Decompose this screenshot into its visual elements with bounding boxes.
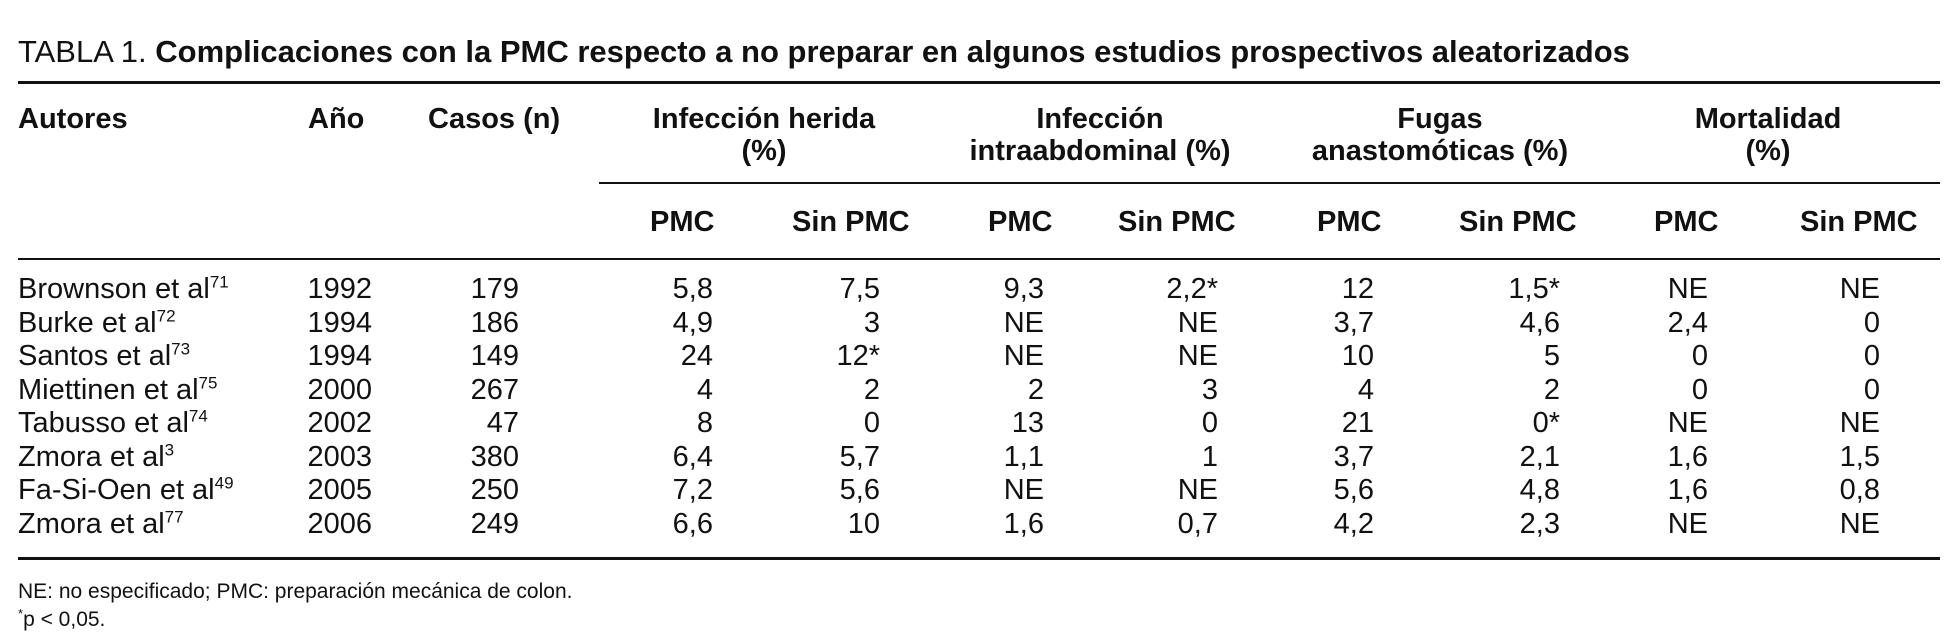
header-fugas-line2: anastomóticas (%) [1311,135,1569,167]
cell-mortalidad-sin-pmc: 0 [1863,340,1880,372]
cell-intra-pmc: 2 [1027,373,1044,406]
cell-fugas-sin-pmc: 4,8 [1519,474,1560,506]
cell-cases: 186 [470,306,519,339]
cell-mortalidad-sin-pmc: 0,8 [1839,474,1880,506]
cell-author-name: Zmora et al [18,440,165,473]
cell-cases: 267 [470,373,519,406]
subheader-sin-pmc: Sin PMC [1118,206,1236,238]
cell-cases: 47 [486,407,519,439]
cell-infeccion-sin-pmc: 7,5 [839,273,880,305]
cell-intra-pmc: NE [1003,474,1044,506]
cell-infeccion-pmc: 4,9 [672,306,713,339]
cell-mortalidad-pmc: 1,6 [1667,440,1708,473]
header-anio: Año [308,103,365,135]
cell-fugas-pmc: 4 [1357,373,1374,406]
cell-intra-sin-pmc: NE [1177,474,1218,506]
cell-author-ref: 75 [198,372,218,392]
cell-author-ref: 49 [214,473,234,493]
cell-intra-sin-pmc: NE [1177,306,1218,339]
cell-fugas-pmc: 3,7 [1333,306,1374,339]
cell-fugas-sin-pmc: 2,1 [1519,440,1560,473]
cell-author [18,339,190,373]
cell-mortalidad-pmc: 0 [1691,340,1708,372]
cell-mortalidad-sin-pmc: NE [1839,507,1880,540]
cell-infeccion-pmc: 24 [680,340,713,372]
bottom-rule [18,557,1940,560]
cell-author-name: Brownson et al [18,273,210,305]
cell-author [18,306,176,340]
cell-fugas-pmc: 21 [1341,407,1374,439]
cell-infeccion-sin-pmc: 2 [863,373,880,406]
header-mortalidad-line2: (%) [1745,135,1791,167]
cell-year: 1992 [307,273,372,305]
subheader-sin-pmc: Sin PMC [1800,206,1918,238]
cell-year: 2003 [307,440,372,473]
cell-fugas-sin-pmc: 2 [1543,373,1560,406]
cell-intra-sin-pmc: 0 [1201,407,1218,439]
cell-infeccion-sin-pmc: 5,6 [839,474,880,506]
table-number: TABLA 1. [18,34,147,69]
cell-author [18,507,184,541]
cell-author-ref: 72 [156,305,176,325]
cell-infeccion-pmc: 8 [696,407,713,439]
cell-intra-pmc: 9,3 [1003,273,1044,305]
cell-infeccion-pmc: 5,8 [672,273,713,305]
table-footnotes [18,578,572,634]
cell-mortalidad-pmc: NE [1667,407,1708,439]
cell-fugas-sin-pmc: 1,5* [1508,273,1560,305]
table-caption: Complicaciones con la PMC respecto a no preparar en algunos estudios prospectivos aleatorizados [155,34,1630,69]
cell-infeccion-sin-pmc: 12* [836,340,880,372]
cell-author [18,373,217,407]
header-mortalidad [1695,103,1842,167]
cell-mortalidad-pmc: 1,6 [1667,474,1708,506]
header-fugas-anastomoticas [1312,103,1568,167]
cell-author-name: Burke et al [18,306,157,339]
cell-intra-pmc: 1,1 [1003,440,1044,473]
cell-year: 2000 [307,373,372,406]
footnote-significance-text: p < 0,05. [23,608,106,631]
cell-author [18,473,234,507]
cell-cases: 380 [470,440,519,473]
cell-infeccion-pmc: 6,4 [672,440,713,473]
cell-mortalidad-pmc: 2,4 [1667,306,1708,339]
cell-intra-pmc: 13 [1011,407,1044,439]
header-infeccion-herida-line2: (%) [741,135,787,167]
cell-mortalidad-sin-pmc: 0 [1863,373,1880,406]
footnote-significance [18,606,572,634]
cell-author-ref: 77 [164,506,184,526]
table-title [18,34,1630,70]
top-rule [18,81,1940,84]
cell-year: 2006 [307,507,372,540]
subheader-sin-pmc: Sin PMC [792,206,910,238]
cell-author [18,440,174,474]
subheader-sin-pmc: Sin PMC [1459,206,1577,238]
cell-intra-pmc: NE [1003,340,1044,372]
group-subrule [599,182,1940,184]
cell-author-ref: 73 [171,339,191,359]
cell-mortalidad-sin-pmc: NE [1839,407,1880,439]
cell-mortalidad-pmc: NE [1667,273,1708,305]
cell-fugas-sin-pmc: 4,6 [1519,306,1560,339]
cell-author-name: Santos et al [18,340,172,372]
cell-author-name: Tabusso et al [18,407,189,439]
header-casos: Casos (n) [428,103,561,135]
cell-fugas-sin-pmc: 2,3 [1519,507,1560,540]
cell-intra-pmc: 1,6 [1003,507,1044,540]
cell-year: 2005 [307,474,372,506]
cell-mortalidad-sin-pmc: 0 [1863,306,1880,339]
header-infeccion-intraabdominal-line2: intraabdominal (%) [969,135,1231,167]
header-infeccion-intraabdominal [969,103,1230,167]
cell-infeccion-sin-pmc: 0 [863,407,880,439]
subheader-pmc: PMC [650,206,715,238]
header-autores: Autores [18,103,128,135]
cell-infeccion-pmc: 6,6 [672,507,713,540]
header-fugas-line1: Fugas [1397,103,1483,135]
cell-author-ref: 74 [188,406,208,426]
cell-year: 2002 [307,407,372,439]
subheader-pmc: PMC [1317,206,1382,238]
cell-infeccion-pmc: 4 [696,373,713,406]
cell-mortalidad-sin-pmc: NE [1839,273,1880,305]
cell-intra-sin-pmc: 0,7 [1177,507,1218,540]
cell-intra-sin-pmc: NE [1177,340,1218,372]
cell-fugas-pmc: 12 [1341,273,1374,305]
cell-cases: 250 [470,474,519,506]
cell-fugas-sin-pmc: 0* [1532,407,1560,439]
cell-mortalidad-pmc: NE [1667,507,1708,540]
cell-intra-pmc: NE [1003,306,1044,339]
cell-infeccion-pmc: 7,2 [672,474,713,506]
header-infeccion-intraabdominal-line1: Infección [1036,103,1164,135]
cell-infeccion-sin-pmc: 5,7 [839,440,880,473]
cell-fugas-pmc: 10 [1341,340,1374,372]
header-bottom-rule [18,258,1940,260]
cell-intra-sin-pmc: 3 [1201,373,1218,406]
header-infeccion-herida [653,103,875,167]
cell-mortalidad-sin-pmc: 1,5 [1839,440,1880,473]
cell-author [18,406,208,440]
cell-author [18,272,229,306]
footnote-abbreviations: NE: no especificado; PMC: preparación mecánica de colon. [18,580,573,603]
header-mortalidad-line1: Mortalidad [1694,103,1842,135]
footnote-asterisk: * [18,606,24,621]
cell-fugas-pmc: 5,6 [1333,474,1374,506]
cell-author-ref: 3 [164,439,175,459]
cell-intra-sin-pmc: 2,2* [1166,273,1218,305]
cell-cases: 179 [470,273,519,305]
cell-mortalidad-pmc: 0 [1691,373,1708,406]
cell-fugas-pmc: 3,7 [1333,440,1374,473]
cell-infeccion-sin-pmc: 3 [863,306,880,339]
cell-author-name: Zmora et al [18,507,165,540]
cell-author-name: Miettinen et al [18,373,199,406]
cell-fugas-sin-pmc: 5 [1543,340,1560,372]
cell-year: 1994 [307,306,372,339]
cell-author-ref: 71 [209,272,229,292]
subheader-pmc: PMC [988,206,1053,238]
cell-year: 1994 [307,340,372,372]
cell-cases: 149 [470,340,519,372]
cell-intra-sin-pmc: 1 [1201,440,1218,473]
header-infeccion-herida-line1: Infección herida [652,103,876,135]
cell-author-name: Fa-Si-Oen et al [18,474,215,506]
cell-cases: 249 [470,507,519,540]
cell-infeccion-sin-pmc: 10 [847,507,880,540]
cell-fugas-pmc: 4,2 [1333,507,1374,540]
subheader-pmc: PMC [1654,206,1719,238]
